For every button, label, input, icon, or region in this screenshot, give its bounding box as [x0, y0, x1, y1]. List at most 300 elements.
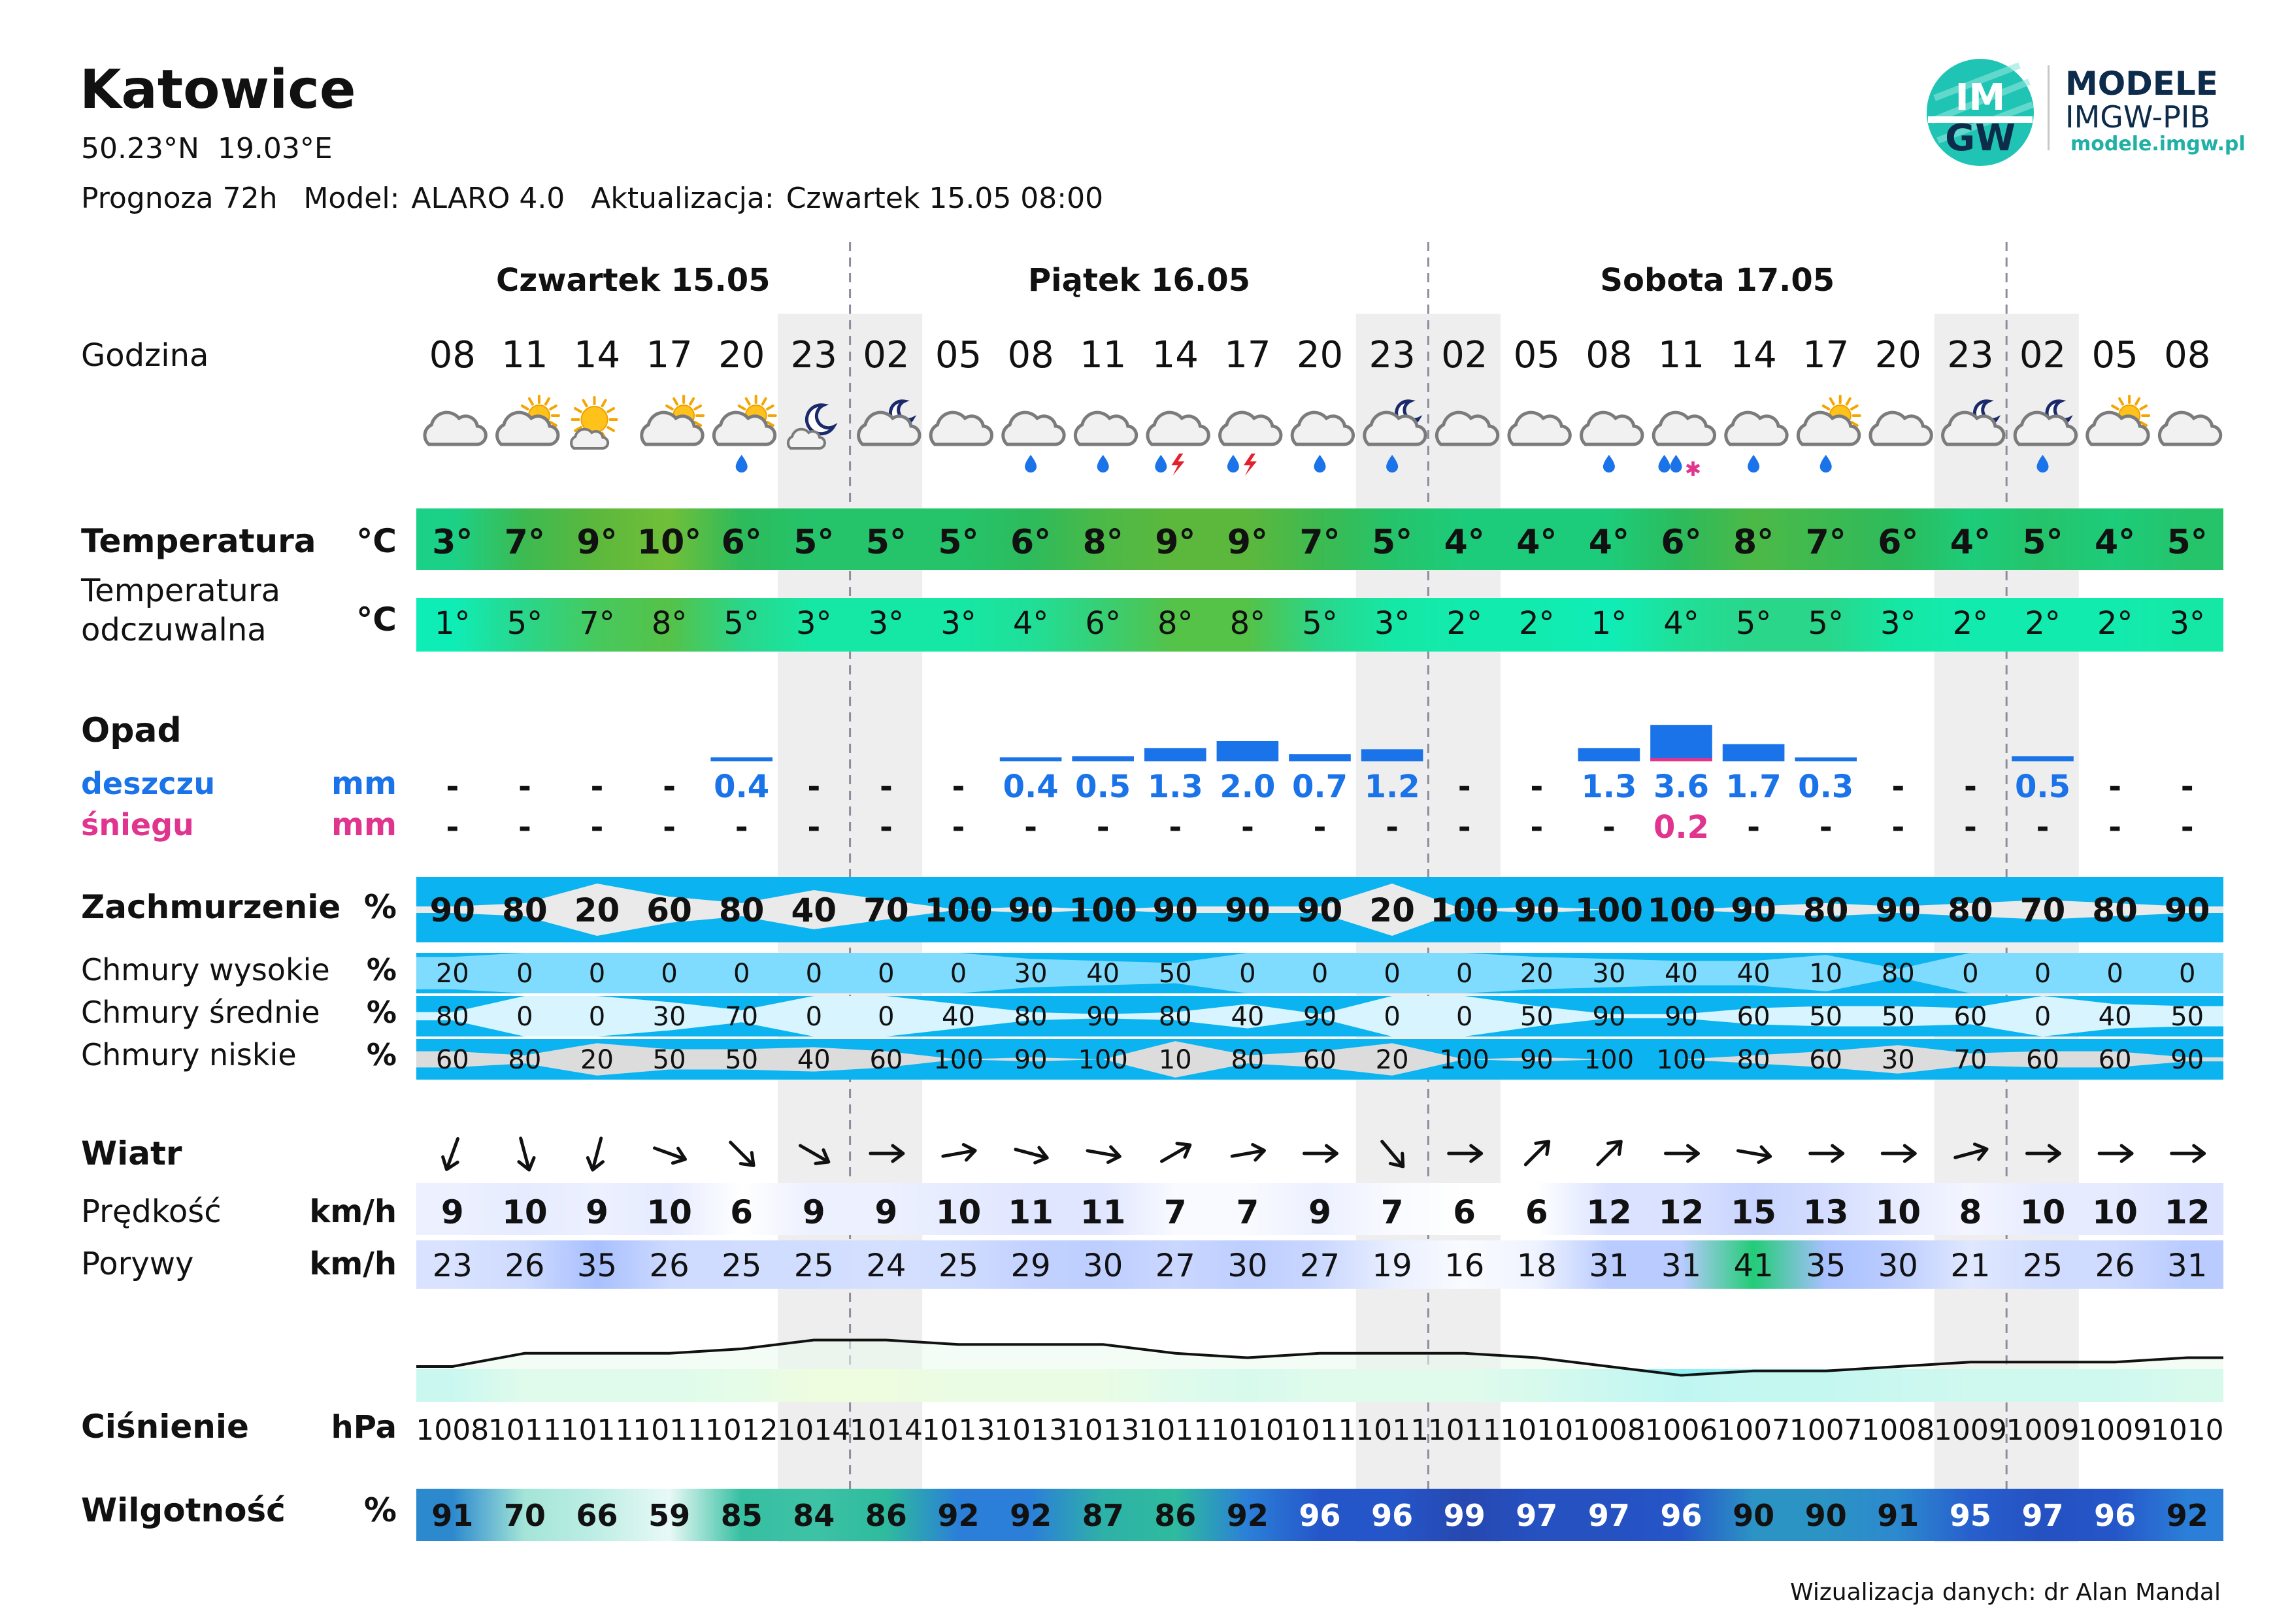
rain-value: - [446, 769, 459, 805]
snow-value: - [1891, 809, 1905, 846]
pressure-value: 1009 [1933, 1414, 2007, 1447]
cloud-icon [1075, 412, 1136, 472]
pressure-value: 1006 [1644, 1414, 1718, 1447]
pressure-value: 1008 [1861, 1414, 1935, 1447]
sun-ray [746, 399, 750, 405]
sun-cloud-icon [571, 397, 616, 448]
snow-value: - [663, 809, 676, 846]
rain-value: 0.5 [1075, 769, 1131, 805]
rain-value: - [879, 769, 893, 805]
rain-drop [1659, 455, 1670, 472]
rain-bar [1795, 757, 1857, 761]
cloud-total-value: 60 [646, 891, 692, 929]
wind-speed-value: 7 [1236, 1193, 1259, 1231]
temperature-value: 6° [1010, 523, 1052, 562]
sun-ray [575, 408, 581, 412]
rain-bar [2012, 756, 2074, 761]
sun-ray [584, 401, 587, 406]
cloud-mid-value: 0 [588, 1002, 606, 1032]
rain-value: 0.4 [714, 769, 770, 805]
feels-like-value: 8° [1229, 605, 1266, 642]
arrow-shaft [1162, 1146, 1188, 1161]
cloud-total-value: 90 [2164, 891, 2210, 929]
wind-speed-value: 7 [1380, 1193, 1404, 1231]
arrow-shaft [731, 1142, 752, 1164]
cloud-low-value: 30 [1881, 1045, 1915, 1075]
sun-ray [608, 427, 614, 431]
feels-like-value: 1° [1591, 605, 1627, 642]
rain-value: - [952, 769, 965, 805]
forecast-info [81, 182, 1103, 215]
sun-ray [608, 408, 614, 412]
cloud-icon [1148, 412, 1208, 476]
wind-arrow-icon [585, 1136, 608, 1172]
gust-value: 25 [722, 1248, 762, 1284]
cloud-shape [2159, 412, 2220, 444]
humidity-value: 84 [793, 1498, 835, 1533]
humidity-value: 97 [1516, 1498, 1558, 1533]
cloud-mid-value: 80 [1158, 1002, 1192, 1032]
temperature-value: 6° [1661, 523, 1702, 562]
rain-value: - [2108, 769, 2122, 805]
pressure-value: 1011 [1138, 1414, 1212, 1447]
cloud-sun-icon [714, 396, 775, 472]
model-name: ALARO 4.0 [411, 182, 565, 215]
cloud-mid-value: 40 [942, 1002, 975, 1032]
cloud-total-value: 90 [429, 891, 476, 929]
unit-chmury-niskie: % [366, 1037, 397, 1072]
hour-label: 17 [646, 334, 693, 376]
gust-value: 30 [1227, 1248, 1268, 1284]
humidity-value: 92 [1226, 1498, 1269, 1533]
temperature-value: 8° [1733, 523, 1774, 562]
feels-like-value: 4° [1012, 605, 1049, 642]
wind-arrow-icon [1520, 1136, 1554, 1170]
feels-like-value: 6° [1085, 605, 1121, 642]
cloud-icon [1653, 412, 1714, 481]
cloud-high-value: 0 [950, 959, 967, 989]
rain-value: 0.3 [1798, 769, 1854, 805]
hour-label: 23 [1369, 334, 1416, 376]
temperature-value: 5° [938, 523, 979, 562]
rain-drop [1748, 455, 1759, 472]
cloud-shape [1870, 412, 1931, 444]
cloud-high-value: 0 [2034, 959, 2051, 989]
wind-speed-value: 6 [1525, 1193, 1548, 1231]
cloud-total-value: 20 [1369, 891, 1415, 929]
day-header: Piątek 16.05 [1028, 262, 1250, 299]
rain-value: 0.5 [2014, 769, 2071, 805]
cloud-low-value: 100 [1656, 1045, 1706, 1075]
cloud-low-value: 60 [435, 1045, 469, 1075]
humidity-value: 70 [503, 1498, 546, 1533]
cloud-shape [931, 412, 991, 444]
unit-sniegu: mm [331, 806, 397, 843]
wind-arrow-icon [725, 1137, 759, 1171]
cloud-low-value: 100 [1078, 1045, 1128, 1075]
wind-arrow-icon [1882, 1146, 1915, 1161]
unit-deszczu: mm [331, 765, 397, 802]
feels-like-value: 8° [1157, 605, 1193, 642]
sun-ray [767, 406, 773, 409]
rain-bar [1361, 749, 1423, 761]
cloud-high-value: 50 [1158, 959, 1192, 989]
gust-value: 16 [1444, 1248, 1485, 1284]
row-label-chmury-niskie: Chmury niskie [81, 1037, 297, 1072]
cloud-total-value: 100 [1574, 891, 1644, 929]
arrow-shaft [1738, 1151, 1767, 1156]
cloud-icon [1220, 412, 1281, 476]
cloud-low-value: 70 [1953, 1045, 1987, 1075]
row-label-odczuwalna-1: Temperatura [81, 572, 280, 609]
wind-speed-value: 15 [1731, 1193, 1776, 1231]
gust-value: 26 [2095, 1248, 2135, 1284]
logo-text-bottom: GW [1945, 117, 2016, 159]
pressure-value: 1011 [488, 1414, 561, 1447]
cloud-high-value: 0 [878, 959, 895, 989]
snow-value: - [1386, 809, 1399, 846]
cloud-low-value: 100 [1439, 1045, 1489, 1075]
hour-label: 17 [1802, 334, 1850, 376]
pressure-value: 1008 [416, 1414, 490, 1447]
row-label-wiatr: Wiatr [81, 1135, 182, 1172]
wind-arrow-icon [1086, 1143, 1121, 1164]
cloud-mid-value: 50 [1881, 1002, 1915, 1032]
row-label-temperatura: Temperatura [81, 522, 316, 560]
wind-arrow-icon [1592, 1136, 1626, 1170]
snow-value: - [1313, 809, 1327, 846]
cloud-mid-value: 60 [1953, 1002, 1987, 1032]
arrow-shaft [1232, 1151, 1261, 1156]
cloud-high-value: 0 [661, 959, 678, 989]
rain-bar [710, 757, 772, 761]
logo-subtitle: IMGW-PIB [2065, 99, 2210, 135]
temperature-value: 8° [1082, 523, 1123, 562]
cloud-total-value: 100 [1069, 891, 1137, 929]
snow-value: - [2108, 809, 2122, 846]
cloud-low-value: 50 [652, 1045, 686, 1075]
cloud-mid-value: 0 [2034, 1002, 2051, 1032]
gust-value: 26 [505, 1248, 545, 1284]
rain-drop [1820, 455, 1832, 472]
rain-value: - [1457, 769, 1471, 805]
footer-credit: Wizualizacja danych: dr Alan Mandal [1790, 1579, 2221, 1606]
humidity-value: 87 [1082, 1498, 1124, 1533]
humidity-value: 97 [1587, 1498, 1630, 1533]
feels-like-value: 8° [651, 605, 688, 642]
rain-value: - [1530, 769, 1544, 805]
wind-speed-value: 9 [440, 1193, 464, 1231]
hour-label: 11 [1080, 334, 1127, 376]
snow-flake: ✱ [1684, 458, 1702, 481]
temperature-value: 7° [1299, 523, 1340, 562]
feels-like-value: 2° [1952, 605, 1989, 642]
feels-like-value: 5° [1808, 605, 1844, 642]
hour-label: 08 [1007, 334, 1054, 376]
wind-speed-value: 9 [874, 1193, 898, 1231]
sun-ray [690, 399, 693, 405]
snow-bar [1650, 758, 1712, 761]
temperature-value: 9° [576, 523, 618, 562]
cloud-high-value: 30 [1592, 959, 1626, 989]
cloud-shape [425, 412, 486, 444]
cloud-shape [1653, 412, 1714, 444]
row-label-odczuwalna-2: odczuwalna [81, 612, 267, 648]
update-time: Czwartek 15.05 08:00 [786, 182, 1104, 215]
feels-like-value: 5° [1302, 605, 1338, 642]
cloud-low-value: 60 [869, 1045, 903, 1075]
sun-ray [667, 406, 673, 409]
gust-value: 30 [1083, 1248, 1123, 1284]
sun-ray [522, 406, 528, 409]
rain-drop [1603, 455, 1615, 472]
lightning-bolt [1171, 454, 1184, 476]
wind-speed-value: 9 [586, 1193, 608, 1231]
feels-like-value: 1° [435, 605, 471, 642]
row-label-chmury-srednie: Chmury średnie [81, 995, 320, 1030]
wind-arrow-icon [439, 1136, 465, 1172]
cloud-sun-icon [1798, 396, 1859, 472]
wind-arrow-icon [1014, 1142, 1050, 1165]
cloud-high-value: 30 [1014, 959, 1048, 989]
row-label-porywy: Porywy [81, 1246, 194, 1282]
pressure-value: 1009 [2078, 1414, 2152, 1447]
sun-ray [739, 406, 745, 409]
rain-value: - [518, 769, 531, 805]
rain-value: 2.0 [1220, 769, 1276, 805]
cloud-mid-value: 70 [725, 1002, 759, 1032]
sun-ray [1823, 406, 1829, 409]
hour-label: 23 [790, 334, 837, 376]
snow-value: - [1747, 809, 1761, 846]
pressure-value: 1014 [777, 1414, 851, 1447]
snow-value: - [1602, 809, 1616, 846]
cloud-icon [1292, 412, 1353, 472]
cloud-total-value: 90 [1297, 891, 1343, 929]
humidity-value: 92 [1010, 1498, 1052, 1533]
wind-speed-value: 12 [2164, 1193, 2210, 1231]
pressure-value: 1014 [849, 1414, 923, 1447]
pressure-value: 1011 [560, 1414, 634, 1447]
cloud-low-value: 50 [725, 1045, 759, 1075]
cloud-mid-value: 50 [1809, 1002, 1843, 1032]
hour-label: 14 [1152, 334, 1199, 376]
row-label-deszczu: deszczu [81, 766, 216, 801]
row-label-chmury-wysokie: Chmury wysokie [81, 952, 330, 987]
feels-like-value: 5° [723, 605, 759, 642]
rain-bar [1072, 756, 1134, 761]
rain-bar [1000, 757, 1062, 761]
cloud-total-value: 90 [1152, 891, 1199, 929]
humidity-value: 96 [2094, 1498, 2136, 1533]
rain-drop [1155, 455, 1167, 472]
humidity-value: 96 [1660, 1498, 1702, 1533]
rain-drop [1314, 455, 1326, 472]
gust-value: 31 [1589, 1248, 1629, 1284]
cloud-low-value: 100 [1584, 1045, 1635, 1075]
cloud-total-value: 80 [718, 891, 765, 929]
humidity-value: 96 [1299, 1498, 1341, 1533]
humidity-value: 92 [937, 1498, 980, 1533]
cloud-mid-value: 0 [805, 1002, 823, 1032]
wind-arrow-icon [942, 1143, 976, 1164]
cloud-shape [1726, 412, 1787, 444]
cloud-total-value: 90 [1008, 891, 1054, 929]
snow-value: - [2036, 809, 2050, 846]
rain-value: 3.6 [1653, 769, 1710, 805]
cloud-mid-value: 90 [1303, 1002, 1337, 1032]
cloud-mid-value: 90 [1086, 1002, 1120, 1032]
cloud-low-value: 90 [2170, 1045, 2204, 1075]
feels-like-value: 3° [2169, 605, 2205, 642]
humidity-value: 97 [2021, 1498, 2064, 1533]
hour-label: 20 [1296, 334, 1344, 376]
unit-wilgotnosc: % [363, 1491, 397, 1529]
hour-label: 14 [573, 334, 621, 376]
wind-speed-value: 10 [502, 1193, 548, 1231]
wind-arrow-icon [1666, 1146, 1699, 1161]
wind-arrow-icon [1810, 1146, 1843, 1161]
cloud-high-value: 0 [588, 959, 606, 989]
temperature-value: 7° [1805, 523, 1846, 562]
cloud-low-value: 20 [1375, 1045, 1409, 1075]
wind-speed-value: 10 [2019, 1193, 2066, 1231]
temperature-value: 5° [1372, 523, 1413, 562]
cloud-mid-value: 80 [1014, 1002, 1048, 1032]
cloud-icon [931, 412, 991, 444]
cloud-mid-value: 0 [1455, 1002, 1473, 1032]
temperature-value: 3° [432, 523, 473, 562]
hour-label: 11 [501, 334, 548, 376]
cloud-high-value: 0 [1239, 959, 1256, 989]
wind-speed-value: 11 [1008, 1193, 1054, 1231]
wind-arrow-icon [1231, 1143, 1265, 1164]
cloud-low-value: 10 [1158, 1045, 1192, 1075]
cloud-low-value: 100 [933, 1045, 984, 1075]
rain-value: - [590, 769, 604, 805]
row-label-opad: Opad [81, 711, 182, 750]
cloud-mid-value: 60 [1736, 1002, 1770, 1032]
rain-value: - [663, 769, 676, 805]
row-label-godzina: Godzina [81, 337, 209, 374]
pressure-value: 1013 [994, 1414, 1068, 1447]
cloud-mid-value: 0 [1384, 1002, 1401, 1032]
temperature-value: 6° [1878, 523, 1919, 562]
humidity-value: 86 [865, 1498, 907, 1533]
cloud-shape [1148, 412, 1208, 444]
sun-ray [695, 406, 701, 409]
feels-like-value: 2° [2097, 605, 2133, 642]
cloud-high-value: 0 [2178, 959, 2196, 989]
cloud-high-value: 0 [805, 959, 823, 989]
cloud-total-value: 90 [1875, 891, 1921, 929]
wind-speed-value: 8 [1959, 1193, 1982, 1231]
wind-arrow-icon [1304, 1146, 1337, 1161]
feels-like-value: 2° [2025, 605, 2061, 642]
pressure-value: 1012 [705, 1414, 778, 1447]
cloud-shape [1220, 412, 1281, 444]
cloud-total-value: 40 [791, 891, 837, 929]
hour-label: 17 [1224, 334, 1271, 376]
cloud-total-value: 70 [2019, 891, 2066, 929]
day-header: Czwartek 15.05 [496, 262, 771, 299]
gust-value: 25 [793, 1248, 834, 1284]
cloud-total-value: 90 [1225, 891, 1271, 929]
cloud-sun-icon [642, 396, 703, 444]
snow-value: - [735, 809, 748, 846]
gust-value: 23 [432, 1248, 473, 1284]
cloud-shape [1509, 412, 1570, 444]
sun-ray [1852, 406, 1857, 409]
cloud-high-value: 40 [1086, 959, 1120, 989]
feels-like-value: 5° [507, 605, 543, 642]
rain-value: 1.3 [1581, 769, 1637, 805]
cloud-mid-value: 50 [2170, 1002, 2204, 1032]
hour-label: 05 [935, 334, 982, 376]
pressure-value: 1009 [2006, 1414, 2080, 1447]
temperature-value: 9° [1155, 523, 1196, 562]
gust-value: 31 [2167, 1248, 2208, 1284]
cloud-high-value: 20 [1520, 959, 1553, 989]
hour-label: 23 [1947, 334, 1994, 376]
unit-porywy: km/h [309, 1246, 397, 1282]
cloud-shape [1292, 412, 1353, 444]
arrow-shaft [1598, 1143, 1619, 1165]
cloud-high-value: 20 [435, 959, 469, 989]
cloud-mid-value: 0 [516, 1002, 533, 1032]
pressure-value: 1011 [1355, 1414, 1429, 1447]
cloud-low-value: 90 [1520, 1045, 1553, 1075]
gust-value: 31 [1661, 1248, 1702, 1284]
temperature-value: 5° [865, 523, 906, 562]
humidity-value: 90 [1804, 1498, 1847, 1533]
gust-value: 25 [938, 1248, 979, 1284]
hour-label: 14 [1730, 334, 1777, 376]
cloud-shape [1582, 412, 1642, 444]
feels-like-value: 2° [1446, 605, 1482, 642]
sun-ray [2140, 406, 2146, 409]
humidity-value: 95 [1949, 1498, 1991, 1533]
coordinates: 50.23°N 19.03°E [81, 132, 333, 165]
row-label-predkosc: Prędkość [81, 1193, 222, 1230]
unit-zachmurzenie: % [363, 888, 397, 926]
temperature-value: 6° [721, 523, 762, 562]
rain-drop [1670, 455, 1682, 472]
cloud-high-value: 0 [733, 959, 750, 989]
hour-label: 08 [429, 334, 476, 376]
cloud-low-value: 80 [508, 1045, 542, 1075]
pressure-value: 1013 [1066, 1414, 1140, 1447]
rain-bar [1578, 748, 1640, 761]
wind-arrow-icon [513, 1136, 537, 1172]
rain-drop [1227, 455, 1239, 472]
cloud-mid-value: 50 [1520, 1002, 1553, 1032]
pressure-value: 1010 [1210, 1414, 1284, 1447]
gust-value: 19 [1372, 1248, 1412, 1284]
lightning-bolt [1244, 454, 1257, 476]
cloud-shape [1075, 412, 1136, 444]
snow-value: - [1530, 809, 1544, 846]
cloud-shape [1003, 412, 1064, 444]
cloud-high-value: 40 [1665, 959, 1698, 989]
gust-value: 18 [1516, 1248, 1557, 1284]
temperature-value: 10° [637, 523, 702, 562]
cloud-high-value: 10 [1809, 959, 1843, 989]
pressure-value: 1011 [1283, 1414, 1357, 1447]
cloud-high-value: 0 [516, 959, 533, 989]
wind-speed-value: 11 [1080, 1193, 1126, 1231]
feels-like-value: 3° [1880, 605, 1916, 642]
